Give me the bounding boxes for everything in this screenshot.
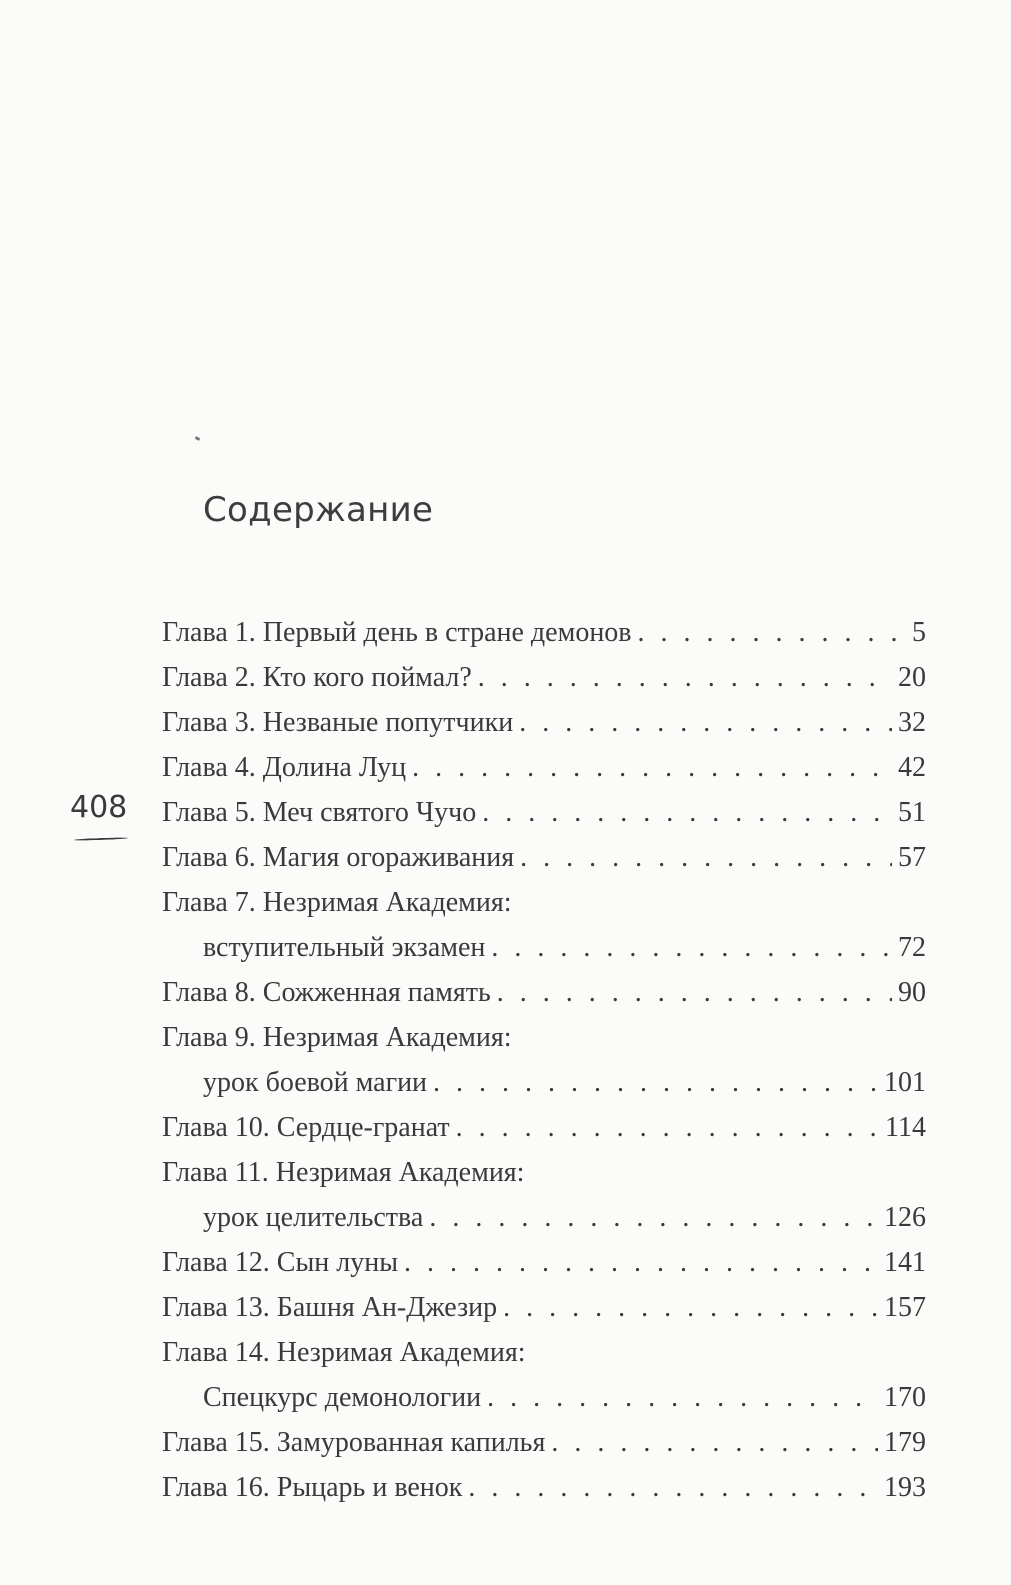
toc-entry-title: Глава 6. Магия огораживания (162, 842, 515, 873)
dot-leader (519, 700, 892, 745)
toc-entry-subtitle: вступительный экзамен (203, 932, 486, 963)
toc-entry (162, 835, 926, 880)
toc-entry (162, 1285, 926, 1330)
dot-leader (456, 1105, 879, 1150)
toc-entry (162, 970, 926, 1015)
dot-leader (503, 1285, 878, 1330)
dot-leader (491, 925, 892, 970)
page-number-rule (74, 837, 128, 841)
toc-entry-title: Глава 14. Незримая Академия: (162, 1337, 526, 1368)
toc-entry-page: 193 (884, 1472, 926, 1503)
dot-leader (429, 1195, 878, 1240)
toc-entry (162, 610, 926, 655)
toc-entry (162, 880, 926, 970)
toc-entry-title: Глава 13. Башня Ан-Джезир (162, 1292, 498, 1323)
toc-entry-title: Глава 7. Незримая Академия: (162, 887, 512, 918)
toc-title: Содержание (203, 490, 434, 530)
toc-entry-title: Глава 11. Незримая Академия: (162, 1157, 525, 1188)
toc-entry-title: Глава 2. Кто кого поймал? (162, 662, 472, 693)
toc-entry-page: 51 (898, 797, 926, 828)
toc-entry-title: Глава 1. Первый день в стране демонов (162, 617, 632, 648)
toc-entry-page: 32 (898, 707, 926, 738)
toc-entry-title: Глава 12. Сын луны (162, 1247, 399, 1278)
toc-entry-title: Глава 5. Меч святого Чучо (162, 797, 477, 828)
dot-leader (478, 655, 892, 700)
toc-entry-page: 170 (884, 1382, 926, 1413)
toc-entry-page: 90 (898, 977, 926, 1008)
toc-entry-title: Глава 9. Незримая Академия: (162, 1022, 512, 1053)
page-number: 408 (70, 790, 128, 825)
toc-entry-title: Глава 15. Замурованная капилья (162, 1427, 546, 1458)
toc-entry (162, 1330, 926, 1420)
toc-entry (162, 1150, 926, 1240)
dot-leader (551, 1420, 878, 1465)
toc-entry (162, 700, 926, 745)
toc-entry-page: 42 (898, 752, 926, 783)
dot-leader (497, 970, 892, 1015)
toc-entry (162, 655, 926, 700)
dot-leader (468, 1465, 878, 1510)
toc-entry-page: 5 (912, 617, 926, 648)
toc-entry (162, 790, 926, 835)
toc-entry-title: Глава 10. Сердце-гранат (162, 1112, 450, 1143)
dot-leader (433, 1060, 878, 1105)
ink-speck (195, 436, 201, 441)
toc-entry-page: 141 (884, 1247, 926, 1278)
toc-entry-page: 114 (885, 1112, 926, 1143)
toc-entry-page: 72 (898, 932, 926, 963)
toc-entry-subtitle: урок боевой магии (203, 1067, 428, 1098)
toc-entry-subtitle: урок целительства (203, 1202, 424, 1233)
toc-entry-page: 57 (898, 842, 926, 873)
toc-entry-title: Глава 16. Рыцарь и венок (162, 1472, 463, 1503)
toc-entry (162, 745, 926, 790)
dot-leader (482, 790, 892, 835)
dot-leader (412, 745, 892, 790)
toc-entry (162, 1015, 926, 1105)
toc-entry-page: 157 (884, 1292, 926, 1323)
toc-entry-page: 179 (884, 1427, 926, 1458)
dot-leader (520, 835, 892, 880)
toc-entry-page: 101 (884, 1067, 926, 1098)
toc-entry (162, 1105, 926, 1150)
dot-leader (638, 610, 906, 655)
toc-entry-subtitle: Спецкурс демонологии (203, 1382, 482, 1413)
dot-leader (404, 1240, 878, 1285)
toc-list (162, 610, 926, 1510)
toc-entry (162, 1240, 926, 1285)
toc-entry-title: Глава 3. Незваные попутчики (162, 707, 514, 738)
toc-entry-page: 20 (898, 662, 926, 693)
toc-entry-title: Глава 8. Сожженная память (162, 977, 491, 1008)
toc-entry-page: 126 (884, 1202, 926, 1233)
dot-leader (487, 1375, 878, 1420)
toc-entry-title: Глава 4. Долина Луц (162, 752, 407, 783)
toc-entry (162, 1420, 926, 1465)
toc-entry (162, 1465, 926, 1510)
